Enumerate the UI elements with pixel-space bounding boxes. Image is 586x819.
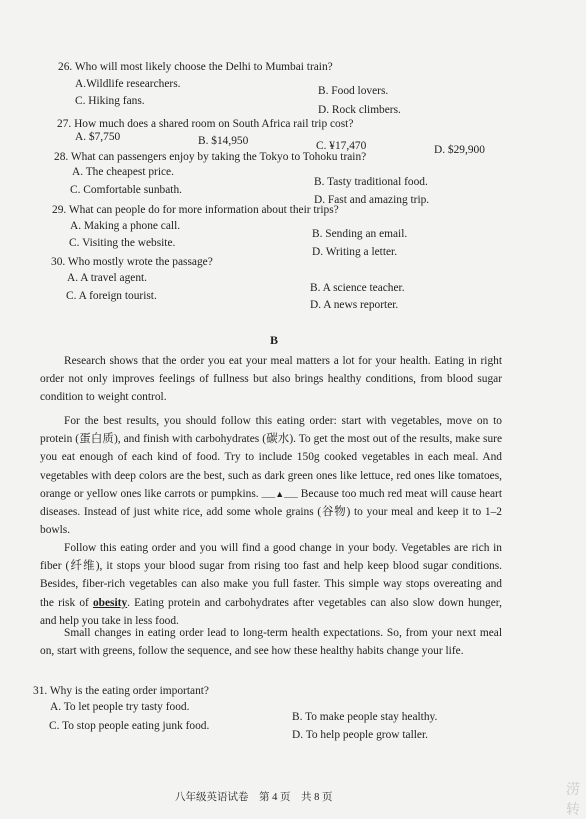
question-27-option-d: D. $29,900 bbox=[434, 144, 485, 156]
page-footer: 八年级英语试卷 第 4 页 共 8 页 bbox=[175, 792, 333, 803]
question-27-stem: 27. How much does a shared room on South Africa rail trip cost? bbox=[57, 118, 354, 130]
question-26-option-d: D. Rock climbers. bbox=[318, 104, 401, 116]
question-30-option-b: B. A science teacher. bbox=[310, 282, 405, 294]
question-29-option-b: B. Sending an email. bbox=[312, 228, 408, 240]
passage-paragraph-3-text-b: . Eating protein and carbohydrates after vegetables can also slow down hunger, and help you take in less food. bbox=[40, 596, 502, 627]
question-26-stem: 26. Who will most likely choose the Delhi to Mumbai train? bbox=[58, 61, 333, 73]
question-28-option-a: A. The cheapest price. bbox=[72, 166, 174, 178]
question-30-option-c: C. A foreign tourist. bbox=[66, 290, 157, 302]
question-28-option-c: C. Comfortable sunbath. bbox=[70, 184, 182, 196]
question-26-option-b: B. Food lovers. bbox=[318, 85, 389, 97]
question-30-stem: 30. Who mostly wrote the passage? bbox=[51, 256, 213, 268]
question-27-option-b: B. $14,950 bbox=[198, 135, 249, 147]
question-28-option-d: D. Fast and amazing trip. bbox=[314, 194, 430, 206]
passage-paragraph-3 bbox=[40, 539, 502, 630]
question-26-option-a: A.Wildlife researchers. bbox=[75, 78, 181, 90]
passage-paragraph-3-text-a: Follow this eating order and you will find a good change in your body. Vegetables are rich in fiber (纤维), it stops your blood sugar from rising too fast and help keep blood sugar conditions. Besides, fiber-rich vegetables can also make you full faster. This simple way stops overeating and the risk of bbox=[40, 542, 502, 609]
question-29-option-d: D. Writing a letter. bbox=[312, 246, 398, 258]
passage-paragraph-4-text: Small changes in eating order lead to long-term health expectations. So, from your next meal on, start with greens, follow the sequence, and see how these healthy habits change your life. bbox=[40, 627, 502, 658]
question-28-stem: 28. What can passengers enjoy by taking the Tokyo to Tohoku train? bbox=[54, 151, 367, 163]
question-26-option-c: C. Hiking fans. bbox=[75, 95, 145, 107]
question-31-option-c: C. To stop people eating junk food. bbox=[49, 720, 210, 732]
passage-paragraph-1-text: Research shows that the order you eat your meal matters a lot for your health. Eating in right order not only improves feelings of fullness but also brings healthy conditions, from blood sugar condition to weight control. bbox=[40, 355, 502, 404]
question-30-option-d: D. A news reporter. bbox=[310, 299, 399, 311]
side-char-2: 转 bbox=[566, 802, 580, 818]
question-29-option-a: A. Making a phone call. bbox=[70, 220, 181, 232]
question-31-option-a: A. To let people try tasty food. bbox=[50, 701, 190, 713]
passage-paragraph-4 bbox=[40, 624, 502, 660]
passage-paragraph-2-text-b: Because too much red meat will cause heart diseases. Instead of just white rice, add some whole grains (谷物) to your meal and keep it to 1–2 bowls. bbox=[40, 487, 502, 537]
question-27-option-c: C. ¥17,470 bbox=[316, 140, 367, 152]
question-30-option-a: A. A travel agent. bbox=[67, 272, 148, 284]
question-29-option-c: C. Visiting the website. bbox=[69, 237, 176, 249]
passage-paragraph-1 bbox=[40, 352, 502, 407]
question-31-option-d: D. To help people grow taller. bbox=[292, 729, 428, 741]
side-char-1: 涝 bbox=[566, 782, 580, 798]
question-31-stem: 31. Why is the eating order important? bbox=[33, 685, 209, 697]
question-31-option-b: B. To make people stay healthy. bbox=[292, 711, 438, 723]
section-label: B bbox=[270, 333, 279, 347]
question-29-stem: 29. What can people do for more information about their trips? bbox=[52, 204, 339, 216]
underlined-word-obesity: obesity bbox=[92, 596, 128, 609]
passage-paragraph-2-text-a: For the best results, you should follow this eating order: start with vegetables, move on to protein (蛋白质), and finish with carbohydrates (碳水). To get the most out of the results, make sure you eat enough of each kind of food. Try to include 150g cooked vegetables in each meal. And vegetables with deep colors are the best, such as dark green ones like lettuce, red ones like tomatoes, orange or yellow ones like carrots or pumpkins. bbox=[40, 415, 502, 500]
question-27-option-a: A. $7,750 bbox=[75, 131, 121, 143]
passage-paragraph-2 bbox=[40, 412, 502, 539]
blank-marker: ___▲___ bbox=[261, 488, 298, 499]
question-28-option-b: B. Tasty traditional food. bbox=[314, 176, 428, 188]
